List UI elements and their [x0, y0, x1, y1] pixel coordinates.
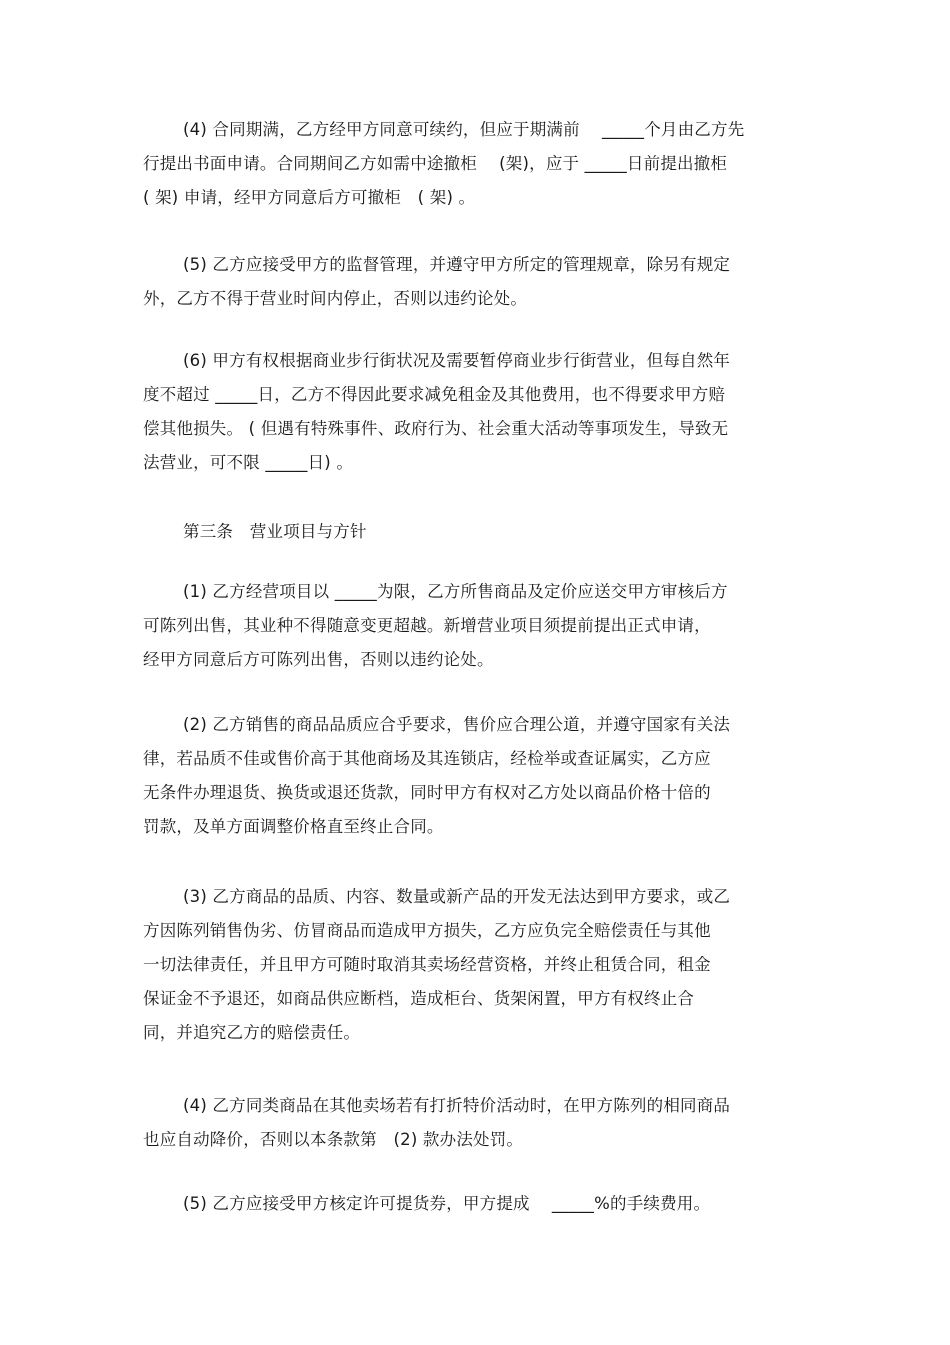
text-line: 罚款，及单方面调整价格直至终止合同。: [143, 817, 444, 836]
text-line: 外，乙方不得于营业时间内停止，否则以违约论处。: [143, 289, 528, 308]
text-line: 无条件办理退货、换货或退还货款，同时甲方有权对乙方处以商品价格十倍的: [143, 783, 711, 802]
text-line: 法营业，可不限 _____日) 。: [143, 453, 354, 472]
clause-paragraph: [143, 248, 783, 316]
text-line: 可陈列出售，其业种不得随意变更超越。新增营业项目须提前提出正式申请，: [143, 616, 711, 635]
text-line: (5) 乙方应接受甲方的监督管理，并遵守甲方所定的管理规章，除另有规定: [183, 255, 731, 274]
text-line: 一切法律责任，并且甲方可随时取消其卖场经营资格，并终止租赁合同，租金: [143, 955, 711, 974]
text-line: (5) 乙方应接受甲方核定许可提货券，甲方提成 _____%的手续费用。: [183, 1194, 711, 1213]
heading-text: 第三条 营业项目与方针: [183, 522, 367, 541]
text-line: 同，并追究乙方的赔偿责任。: [143, 1023, 361, 1042]
text-line: (1) 乙方经营项目以 _____为限，乙方所售商品及定价应送交甲方审核后方: [183, 582, 728, 601]
clause-paragraph: [143, 1187, 783, 1221]
text-line: 度不超过 _____日，乙方不得因此要求减免租金及其他费用，也不得要求甲方赔: [143, 385, 726, 404]
text-line: (2) 乙方销售的商品品质应合乎要求，售价应合理公道，并遵守国家有关法: [183, 715, 731, 734]
text-line: 保证金不予退还，如商品供应断档，造成柜台、货架闲置，甲方有权终止合: [143, 989, 695, 1008]
text-line: 也应自动降价，否则以本条款第 (2) 款办法处罚。: [143, 1130, 524, 1149]
clause-paragraph: [143, 880, 783, 1050]
text-line: 律，若品质不佳或售价高于其他商场及其连锁店，经检举或查证属实，乙方应: [143, 749, 711, 768]
text-line: (4) 合同期满，乙方经甲方同意可续约，但应于期满前 _____个月由乙方先: [183, 120, 745, 139]
clause-paragraph: [143, 708, 783, 844]
clause-paragraph: [143, 344, 783, 480]
text-line: (3) 乙方商品的品质、内容、数量或新产品的开发无法达到甲方要求，或乙: [183, 887, 731, 906]
clause-paragraph: [143, 113, 783, 215]
text-line: (6) 甲方有权根据商业步行街状况及需要暂停商业步行街营业，但每自然年: [183, 351, 731, 370]
text-line: ( 架) 申请，经甲方同意后方可撤柜 ( 架) 。: [143, 188, 476, 207]
clause-paragraph: [143, 1089, 783, 1157]
text-line: 行提出书面申请。合同期间乙方如需中途撤柜 (架)，应于 _____日前提出撤柜: [143, 154, 728, 173]
text-line: (4) 乙方同类商品在其他卖场若有打折特价活动时，在甲方陈列的相同商品: [183, 1096, 731, 1115]
text-line: 方因陈列销售伪劣、仿冒商品而造成甲方损失，乙方应负完全赔偿责任与其他: [143, 921, 711, 940]
section-heading: [143, 515, 783, 549]
text-line: 偿其他损失。 ( 但遇有特殊事件、政府行为、社会重大活动等事项发生，导致无: [143, 419, 729, 438]
clause-paragraph: [143, 575, 783, 677]
text-line: 经甲方同意后方可陈列出售，否则以违约论处。: [143, 650, 494, 669]
